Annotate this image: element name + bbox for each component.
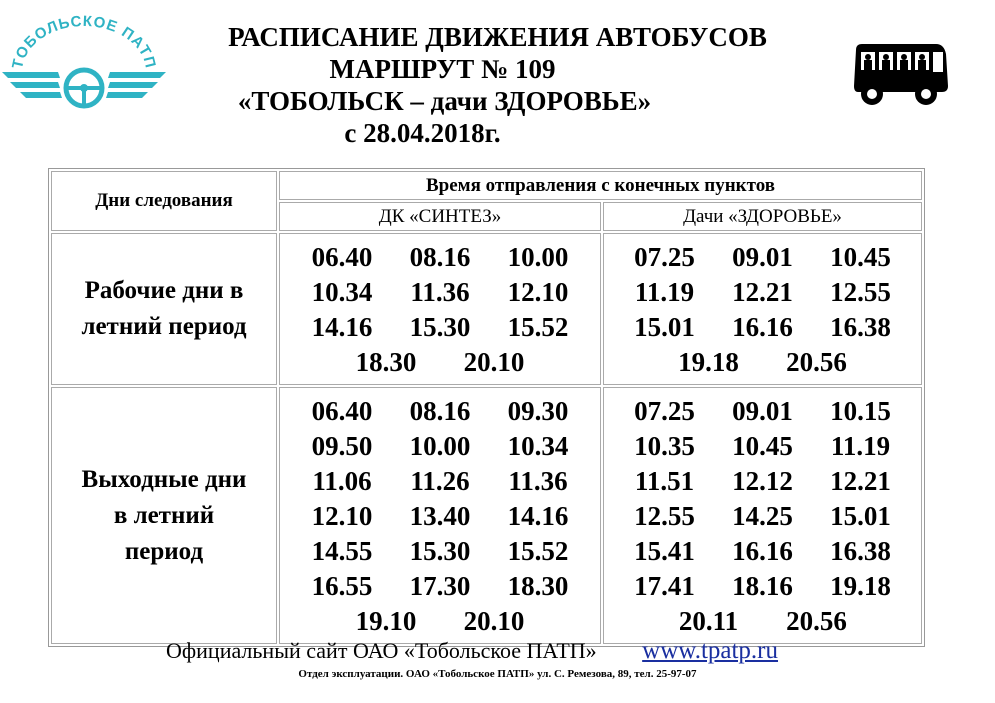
time-row bbox=[280, 310, 600, 345]
departure-time: 08.16 bbox=[409, 396, 471, 426]
departure-time: 11.36 bbox=[410, 277, 470, 307]
time-row bbox=[604, 394, 921, 429]
departure-time: 20.10 bbox=[463, 347, 525, 377]
departure-time: 15.52 bbox=[507, 312, 569, 342]
weekends-label-line: период bbox=[124, 537, 204, 565]
departure-time: 11.19 bbox=[830, 431, 891, 461]
time-row bbox=[280, 534, 600, 569]
departure-time: 15.30 bbox=[409, 312, 471, 342]
time-row bbox=[604, 429, 921, 464]
departure-time: 09.01 bbox=[732, 242, 793, 272]
footer bbox=[166, 637, 778, 665]
weekdays-stop-2-times bbox=[603, 233, 922, 385]
departure-time: 10.34 bbox=[507, 431, 569, 461]
departure-time: 14.25 bbox=[732, 501, 793, 531]
departure-time: 18.16 bbox=[732, 571, 793, 601]
departure-header: Время отправления с конечных пунктов bbox=[279, 171, 922, 200]
departure-time: 16.38 bbox=[830, 536, 891, 566]
time-row bbox=[604, 310, 921, 345]
departure-time: 11.36 bbox=[508, 466, 568, 496]
departure-time: 06.40 bbox=[311, 242, 373, 272]
departure-time: 12.21 bbox=[732, 277, 793, 307]
departure-time: 18.30 bbox=[507, 571, 569, 601]
days-header: Дни следования bbox=[51, 171, 277, 231]
weekdays-label bbox=[51, 233, 277, 385]
departure-time: 12.12 bbox=[732, 466, 793, 496]
weekends-stop-2-times bbox=[603, 387, 922, 644]
stop-2-header: Дачи «ЗДОРОВЬЕ» bbox=[603, 202, 922, 231]
time-row bbox=[604, 240, 921, 275]
footer-text: Официальный сайт ОАО «Тобольское ПАТП» bbox=[166, 638, 597, 663]
time-row bbox=[280, 499, 600, 534]
weekends-label bbox=[51, 387, 277, 644]
departure-time: 20.56 bbox=[786, 347, 847, 377]
departure-time: 09.30 bbox=[507, 396, 569, 426]
time-row bbox=[604, 345, 921, 380]
time-row bbox=[280, 275, 600, 310]
departure-time: 19.10 bbox=[355, 606, 417, 636]
departure-time: 12.55 bbox=[634, 501, 695, 531]
weekdays-label-line: летний период bbox=[81, 313, 247, 340]
departure-time: 08.16 bbox=[409, 242, 471, 272]
website-link[interactable]: www.tpatp.ru bbox=[642, 637, 779, 664]
departure-time: 15.01 bbox=[634, 312, 695, 342]
weekdays-stop-1-times bbox=[279, 233, 601, 385]
time-row bbox=[604, 604, 921, 639]
departure-time: 07.25 bbox=[634, 242, 695, 272]
departure-time: 20.56 bbox=[786, 606, 847, 636]
departure-time: 10.45 bbox=[830, 242, 891, 272]
departure-time: 16.16 bbox=[732, 312, 793, 342]
departure-time: 09.50 bbox=[311, 431, 373, 461]
contact-info: Отдел эксплуатации. ОАО «Тобольское ПАТП» ул. С. Ремезова, 89, тел. 25-97-07 bbox=[298, 668, 697, 680]
departure-time: 10.00 bbox=[507, 242, 569, 272]
departure-time: 12.21 bbox=[830, 466, 891, 496]
effective-date: с 28.04.2018г. bbox=[344, 118, 501, 148]
departure-time: 12.55 bbox=[830, 277, 891, 307]
departure-time: 10.35 bbox=[634, 431, 695, 461]
departure-time: 13.40 bbox=[409, 501, 471, 531]
departure-time: 16.16 bbox=[732, 536, 793, 566]
departure-time: 11.19 bbox=[634, 277, 695, 307]
logo-text: ТОБОЛЬСКОЕ ПАТП bbox=[9, 14, 160, 71]
time-row bbox=[280, 569, 600, 604]
stop-1-header: ДК «СИНТЕЗ» bbox=[279, 202, 601, 231]
weekdays-label-line: Рабочие дни в bbox=[84, 277, 244, 304]
departure-time: 10.00 bbox=[409, 431, 471, 461]
time-row bbox=[604, 275, 921, 310]
departure-time: 10.45 bbox=[732, 431, 793, 461]
time-row bbox=[280, 240, 600, 275]
time-row bbox=[604, 569, 921, 604]
departure-time: 18.30 bbox=[355, 347, 417, 377]
departure-time: 07.25 bbox=[634, 396, 695, 426]
departure-time: 10.15 bbox=[830, 396, 891, 426]
departure-time: 11.26 bbox=[410, 466, 470, 496]
departure-time: 15.01 bbox=[830, 501, 891, 531]
weekends-label-line: Выходные дни bbox=[81, 465, 247, 493]
weekends-stop-1-times bbox=[279, 387, 601, 644]
route-name: «ТОБОЛЬСК – дачи ЗДОРОВЬЕ» bbox=[237, 86, 652, 116]
route-number: МАРШРУТ № 109 bbox=[329, 54, 556, 84]
departure-time: 20.10 bbox=[463, 606, 525, 636]
departure-time: 11.06 bbox=[312, 466, 372, 496]
schedule-table bbox=[48, 168, 925, 647]
departure-time: 14.55 bbox=[311, 536, 373, 566]
departure-time: 20.11 bbox=[678, 606, 739, 636]
weekends-label-line: в летний bbox=[113, 501, 215, 529]
departure-time: 14.16 bbox=[311, 312, 373, 342]
departure-time: 19.18 bbox=[830, 571, 891, 601]
time-row bbox=[280, 429, 600, 464]
departure-time: 11.51 bbox=[634, 466, 695, 496]
time-row bbox=[280, 604, 600, 639]
departure-time: 17.30 bbox=[409, 571, 471, 601]
departure-time: 10.34 bbox=[311, 277, 373, 307]
time-row bbox=[280, 345, 600, 380]
departure-time: 06.40 bbox=[311, 396, 373, 426]
departure-time: 14.16 bbox=[507, 501, 569, 531]
time-row bbox=[604, 499, 921, 534]
departure-time: 12.10 bbox=[311, 501, 373, 531]
departure-time: 09.01 bbox=[732, 396, 793, 426]
departure-time: 19.18 bbox=[678, 347, 739, 377]
time-row bbox=[604, 464, 921, 499]
departure-time: 16.55 bbox=[311, 571, 373, 601]
departure-time: 15.41 bbox=[634, 536, 695, 566]
time-row bbox=[604, 534, 921, 569]
title-line-1: РАСПИСАНИЕ ДВИЖЕНИЯ АВТОБУСОВ bbox=[228, 22, 767, 52]
departure-time: 15.52 bbox=[507, 536, 569, 566]
departure-time: 17.41 bbox=[634, 571, 695, 601]
time-row bbox=[280, 394, 600, 429]
time-row bbox=[280, 464, 600, 499]
departure-time: 12.10 bbox=[507, 277, 569, 307]
departure-time: 16.38 bbox=[830, 312, 891, 342]
departure-time: 15.30 bbox=[409, 536, 471, 566]
